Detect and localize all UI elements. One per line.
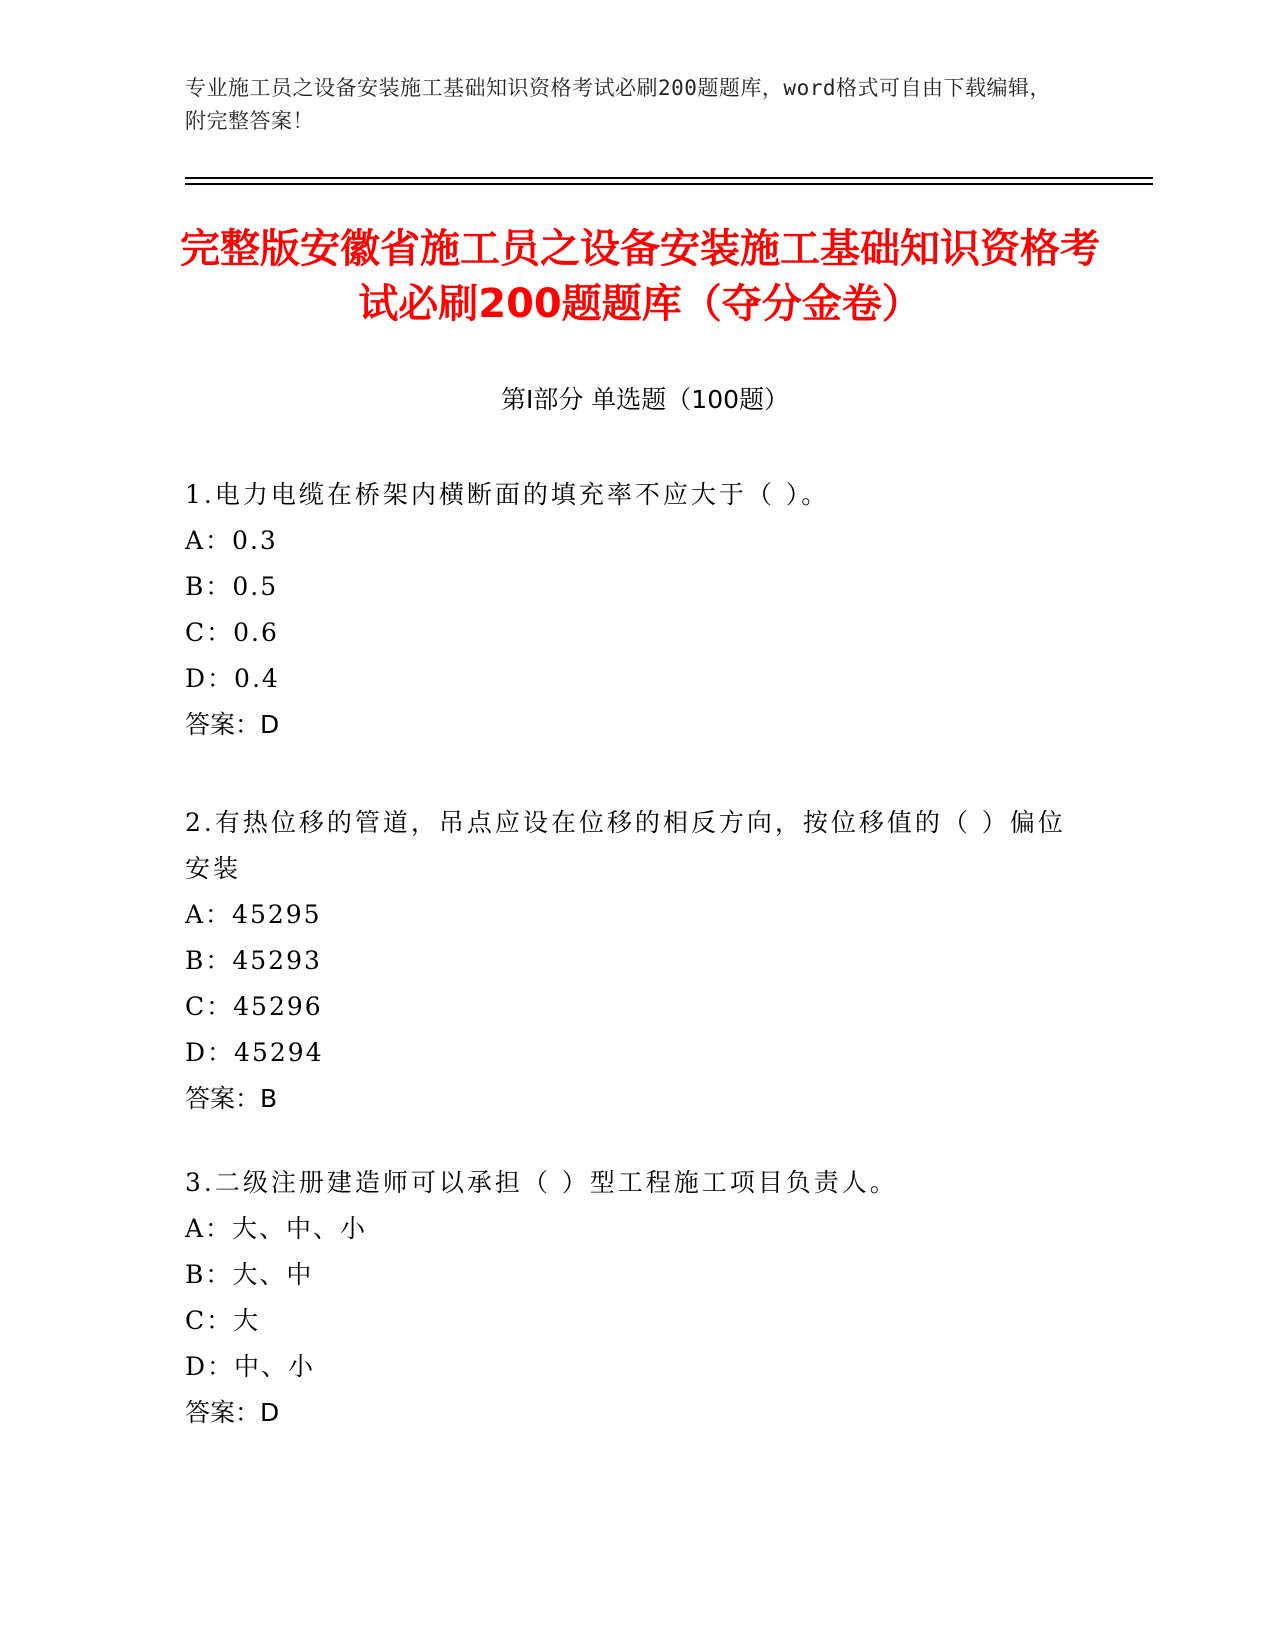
option-d: D：中、小: [185, 1352, 316, 1381]
answer: 答案：D: [185, 710, 280, 739]
option-b: B：45293: [185, 946, 322, 975]
question-3: [185, 1160, 1085, 1436]
option-a: A：45295: [185, 900, 322, 929]
header-note: 专业施工员之设备安装施工基础知识资格考试必刷200题题库，word格式可自由下载编辑，附完整答案！: [185, 76, 1051, 133]
question-2: [185, 800, 1085, 1122]
question-1: [185, 472, 1085, 748]
question-stem: 2.有热位移的管道，吊点应设在位移的相反方向，按位移值的（ ）偏位安装: [185, 808, 1066, 883]
answer: 答案：B: [185, 1084, 278, 1113]
section-heading: 第Ⅰ部分 单选题（100题）: [500, 385, 790, 414]
option-d: D：0.4: [185, 664, 280, 693]
option-c: C：大: [185, 1306, 261, 1335]
option-a: A：大、中、小: [185, 1214, 368, 1243]
option-c: C：0.6: [185, 618, 279, 647]
option-b: B：大、中: [185, 1260, 314, 1289]
option-c: C：45296: [185, 992, 323, 1021]
option-b: B：0.5: [185, 572, 279, 601]
option-d: D：45294: [185, 1038, 324, 1067]
question-stem: 3.二级注册建造师可以承担（ ）型工程施工项目负责人。: [185, 1168, 898, 1197]
header-rule-bottom: [185, 183, 1153, 185]
answer: 答案：D: [185, 1398, 280, 1427]
header-rule-top: [185, 177, 1153, 179]
question-stem: 1.电力电缆在桥架内横断面的填充率不应大于（ ）。: [185, 480, 830, 509]
document-title: 完整版安徽省施工员之设备安装施工基础知识资格考试必刷200题题库（夺分金卷）: [180, 226, 1100, 327]
option-a: A：0.3: [185, 526, 278, 555]
